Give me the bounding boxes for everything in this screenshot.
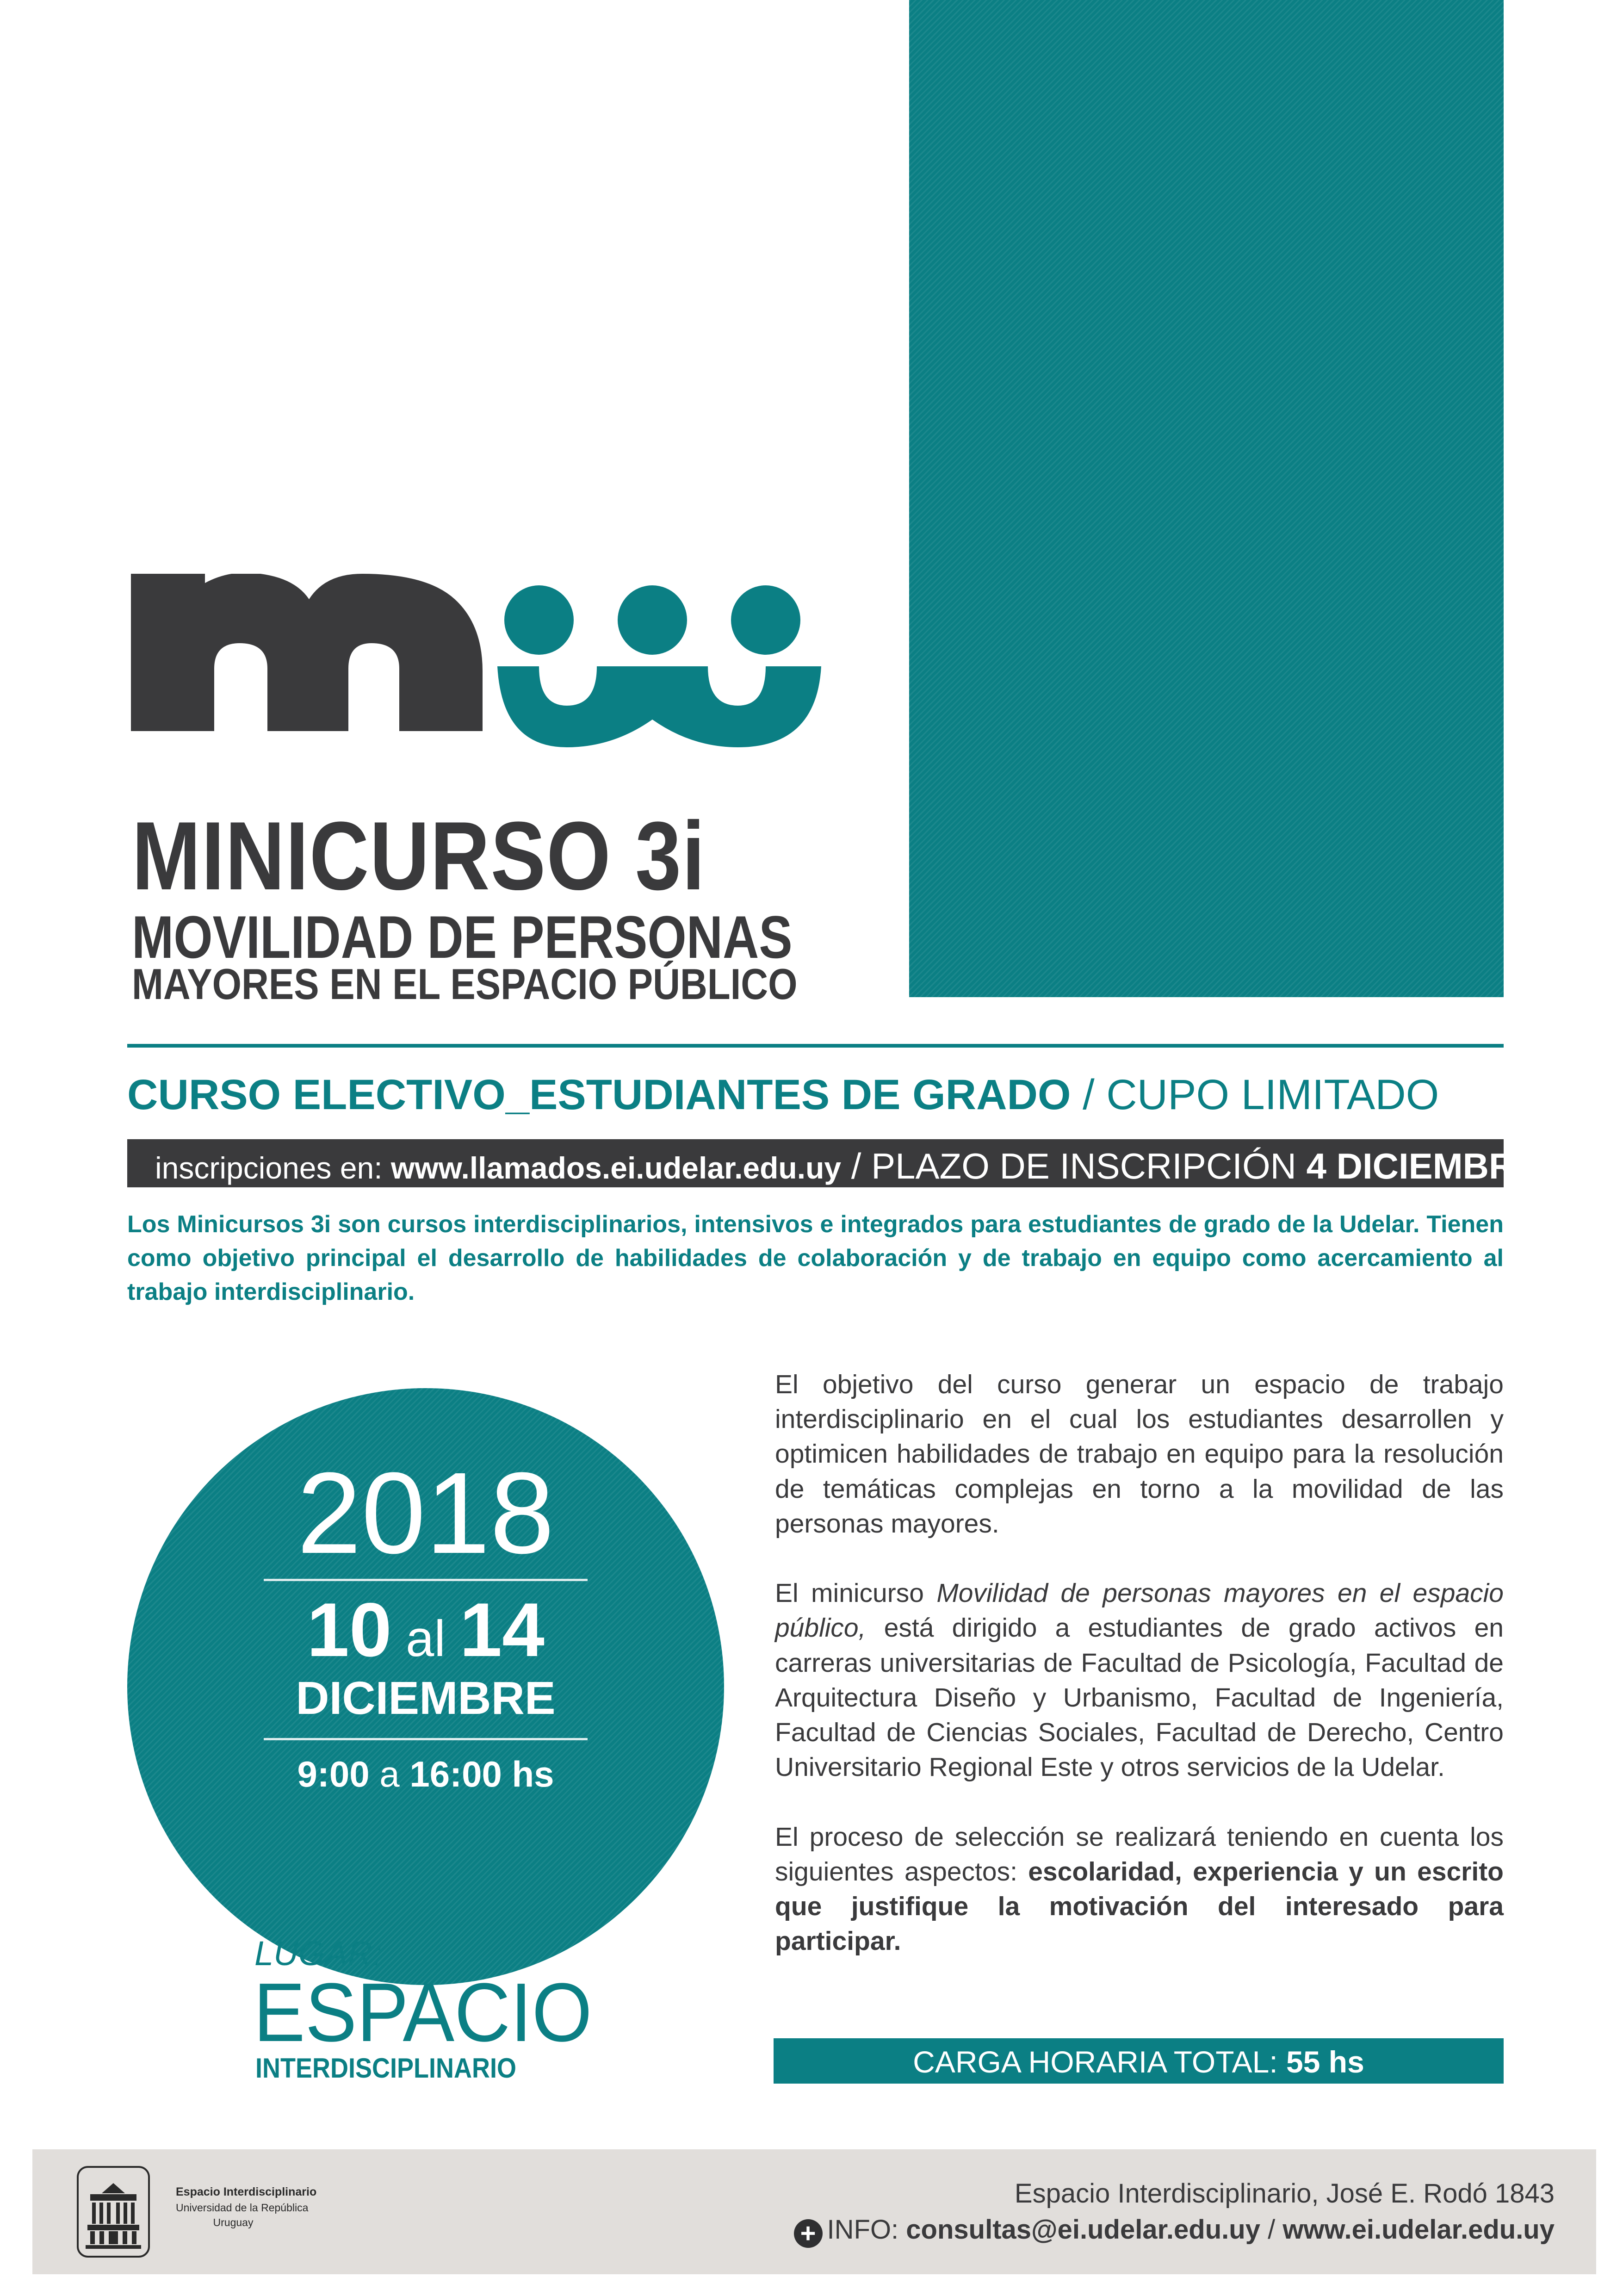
quota-label: CUPO LIMITADO	[1106, 1071, 1439, 1118]
divider-line	[127, 1044, 1504, 1048]
contact-email-link[interactable]: consultas@ei.udelar.edu.uy	[906, 2215, 1260, 2245]
objective-paragraph: El objetivo del curso generar un espacio de trabajo interdisciplinario en el cual los estudiantes desarrollen y optimicen habilidades de trabajo en equipo para la resolución de temáticas complejas en torno a la movilidad de las personas mayores.	[775, 1370, 1504, 1539]
plus-circle-icon: +	[794, 2219, 823, 2248]
workload-value: 55 hs	[1286, 2045, 1364, 2079]
website-link[interactable]: www.ei.udelar.edu.uy	[1282, 2215, 1555, 2245]
venue-label: LUGAR:	[254, 1934, 382, 1973]
audience-intro: El minicurso	[775, 1578, 937, 1608]
banner-separator: /	[1071, 1071, 1107, 1118]
contact-separator: /	[1260, 2215, 1283, 2245]
circle-divider-2	[264, 1738, 588, 1740]
audience-details: está dirigido a estudiantes de grado activos en carreras universitarias de Facultad de Psicología, Facultad de Arquitectura Diseño y Urbanismo, Facultad de Ingeniería, Facultad de Ciencias Sociales, Facultad de Derecho, Centro Universitario Regional Este y otros servicios de la Udelar.	[775, 1613, 1504, 1782]
footer-org-country: Uruguay	[213, 2216, 254, 2228]
decorative-teal-block	[909, 0, 1504, 997]
footer-address: Espacio Interdisciplinario, José E. Rodó 1843	[1014, 2178, 1555, 2209]
venue-name: ESPACIO	[254, 1966, 592, 2059]
selection-paragraph	[775, 1820, 1504, 1959]
description-body	[775, 1367, 1504, 1994]
deadline-date: 4 DICIEMBRE	[1306, 1146, 1539, 1186]
time-range	[127, 1756, 724, 1792]
time-end: 16:00 hs	[409, 1754, 554, 1794]
university-building-icon	[76, 2166, 150, 2258]
day-end: 14	[459, 1587, 545, 1672]
footer-org-university: Universidad de la República	[176, 2202, 309, 2214]
time-connector: a	[369, 1754, 410, 1794]
venue-name-sub: INTERDISCIPLINARIO	[255, 2053, 517, 2084]
selection-intro: El proceso de selección se realizará teniendo en cuenta los siguientes aspectos:	[775, 1822, 1504, 1886]
intro-paragraph: Los Minicursos 3i son cursos interdisciplinarios, intensivos e integrados para estudiantes de grado de la Udelar. Tienen como objetivo principal el desarrollo de habilidades de colaboración y de trabajo en equipo como acercamiento al trabajo interdisciplinario.	[127, 1211, 1504, 1305]
time-start: 9:00	[297, 1754, 370, 1794]
course-type-banner	[127, 1071, 1504, 1118]
year-label: 2018	[297, 1448, 555, 1577]
logo-m-icon	[131, 574, 496, 731]
workload-label: CARGA HORARIA TOTAL:	[913, 2045, 1287, 2079]
date-range	[127, 1587, 724, 1672]
footer-org-name: Espacio Interdisciplinario	[176, 2185, 317, 2198]
course-type: CURSO ELECTIVO_ESTUDIANTES DE GRADO	[127, 1071, 1071, 1118]
audience-paragraph	[775, 1576, 1504, 1785]
registration-label: inscripciones en:	[155, 1151, 391, 1185]
course-title: MINICURSO 3i	[132, 801, 706, 910]
workload-text	[774, 2045, 1504, 2079]
course-subtitle-line1: MOVILIDAD DE PERSONAS	[132, 903, 793, 971]
course-name-italic: Movilidad de personas mayores en el espacio público,	[775, 1578, 1504, 1643]
date-connector: al	[391, 1610, 460, 1667]
footer-contact	[787, 2216, 1555, 2248]
day-start: 10	[307, 1587, 392, 1672]
registration-text	[155, 1147, 1539, 1186]
month-label: DICIEMBRE	[296, 1672, 556, 1724]
deadline-label: / PLAZO DE INSCRIPCIÓN	[841, 1146, 1307, 1186]
registration-url-link[interactable]: www.llamados.ei.udelar.edu.uy	[390, 1151, 842, 1185]
course-subtitle-line2: MAYORES EN EL ESPACIO PÚBLICO	[132, 960, 798, 1008]
logo-iii-icon	[493, 581, 826, 747]
info-label: INFO:	[827, 2215, 906, 2245]
selection-criteria: escolaridad, experiencia y un escrito que justifique la motivación del interesado para participar.	[775, 1856, 1504, 1956]
circle-divider-1	[264, 1579, 588, 1581]
